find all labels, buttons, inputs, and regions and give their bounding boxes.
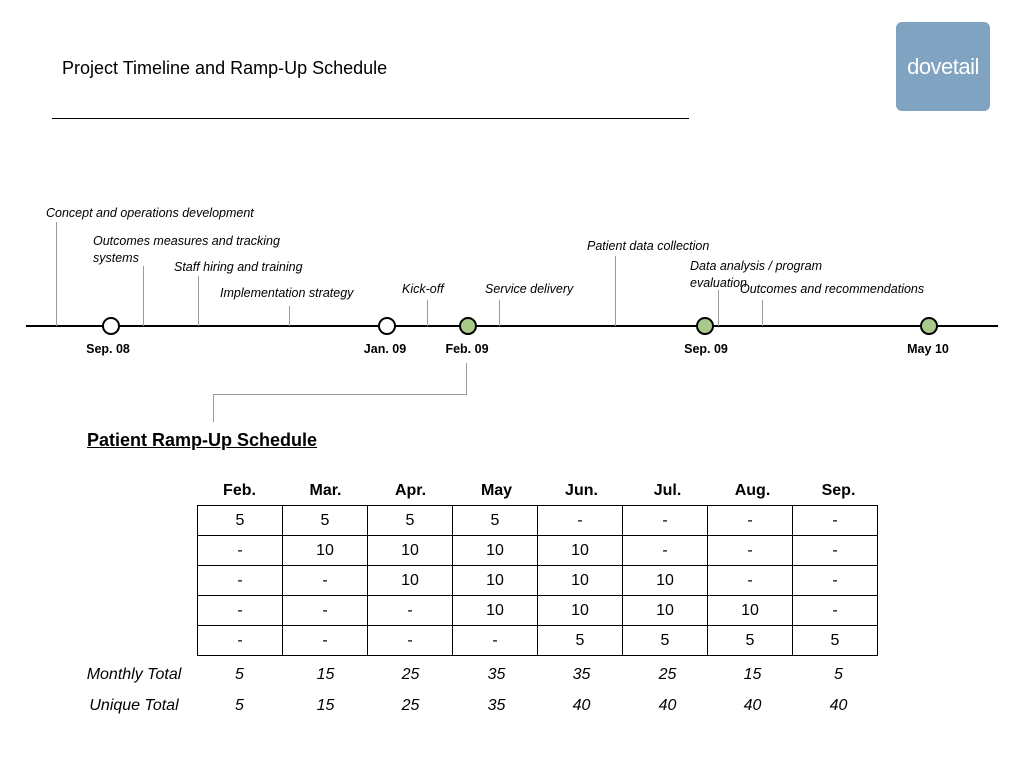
phase-label: Service delivery (485, 282, 574, 296)
table-cell: 5 (368, 506, 453, 536)
unique-total-value: 40 (572, 697, 591, 714)
monthly-total-label: Monthly Total (86, 666, 182, 683)
table-cell: - (793, 596, 878, 626)
unique-total-value: 5 (235, 697, 244, 714)
phase-label: Concept and operations development (46, 206, 254, 220)
table-cell: - (198, 596, 283, 626)
month-header: Feb. (223, 482, 256, 499)
phase-tick-patient-data (615, 256, 616, 326)
milestone-marker-jan09 (378, 317, 396, 335)
table-cell: - (538, 506, 623, 536)
schedule-title: Patient Ramp-Up Schedule (87, 430, 318, 450)
month-header: Mar. (309, 482, 342, 499)
table-cell: 10 (368, 536, 453, 566)
unique-total-value: 25 (401, 697, 420, 714)
table-cell: - (793, 566, 878, 596)
unique-total-value: 35 (487, 697, 506, 714)
schedule-connector (213, 363, 467, 395)
phase-tick-staff-hiring (198, 276, 199, 326)
unique-total-value: 40 (829, 697, 848, 714)
title-divider (52, 118, 689, 119)
month-header: Jun. (565, 482, 598, 499)
phase-label: Data analysis / program evaluation (690, 259, 823, 290)
table-cell: 10 (283, 536, 368, 566)
milestone-marker-sep09 (696, 317, 714, 335)
month-header: Apr. (394, 482, 427, 499)
phase-tick-outcomes-recs (762, 300, 763, 326)
unique-total-value: 15 (316, 697, 335, 714)
table-cell: - (623, 506, 708, 536)
date-label: Feb. 09 (445, 342, 489, 356)
monthly-total-value: 15 (743, 666, 762, 683)
table-cell: - (198, 566, 283, 596)
dovetail-logo: dovetail (896, 22, 990, 111)
phase-tick-service-delivery (499, 300, 500, 326)
phase-tick-outcomes-measures (143, 266, 144, 326)
monthly-total-value: 25 (658, 666, 677, 683)
table-cell: 10 (708, 596, 793, 626)
unique-total-value: 40 (743, 697, 762, 714)
milestone-marker-may10 (920, 317, 938, 335)
phase-tick-implementation (289, 306, 290, 326)
monthly-total-value: 35 (572, 666, 591, 683)
table-cell: 10 (538, 536, 623, 566)
phase-label: Outcomes and recommendations (740, 282, 925, 296)
table-cell: - (793, 506, 878, 536)
table-cell: - (453, 626, 538, 656)
table-cell: 10 (453, 596, 538, 626)
table-cell: - (283, 596, 368, 626)
table-cell: 5 (708, 626, 793, 656)
monthly-total-value: 15 (316, 666, 335, 683)
month-header: Aug. (734, 482, 771, 499)
date-label: Sep. 09 (684, 342, 728, 356)
table-cell: 5 (283, 506, 368, 536)
table-cell: 10 (453, 536, 538, 566)
milestone-marker-sep08 (102, 317, 120, 335)
date-label: Sep. 08 (86, 342, 130, 356)
unique-total-value: 40 (658, 697, 677, 714)
table-cell: - (368, 596, 453, 626)
month-header: Sep. (821, 482, 856, 499)
table-cell: 10 (368, 566, 453, 596)
monthly-total-value: 5 (834, 666, 843, 683)
phase-label: Patient data collection (587, 239, 710, 253)
date-label: May 10 (907, 342, 949, 356)
table-cell: 10 (538, 596, 623, 626)
table-row (198, 566, 878, 596)
table-cell: 5 (793, 626, 878, 656)
table-cell: - (708, 536, 793, 566)
phase-label: Staff hiring and training (174, 260, 303, 274)
table-cell: 10 (623, 566, 708, 596)
phase-label: Kick-off (402, 282, 444, 296)
table-cell: - (708, 506, 793, 536)
milestone-marker-feb09 (459, 317, 477, 335)
phase-label: Outcomes measures and tracking systems (93, 234, 280, 265)
phase-tick-data-analysis (718, 290, 719, 326)
table-cell: - (793, 536, 878, 566)
monthly-total-value: 25 (401, 666, 420, 683)
table-row (198, 536, 878, 566)
phase-tick-concept (56, 222, 57, 326)
table-cell: 5 (538, 626, 623, 656)
table-cell: - (198, 626, 283, 656)
table-cell: - (198, 536, 283, 566)
monthly-total-value: 5 (235, 666, 244, 683)
table-cell: - (623, 536, 708, 566)
table-cell: 10 (453, 566, 538, 596)
phase-label: Implementation strategy (220, 286, 354, 300)
month-header: May (480, 482, 513, 499)
monthly-total-value: 35 (487, 666, 506, 683)
unique-total-label: Unique Total (89, 697, 179, 714)
table-cell: - (283, 566, 368, 596)
table-cell: 5 (198, 506, 283, 536)
date-label: Jan. 09 (363, 342, 407, 356)
table-cell: 10 (623, 596, 708, 626)
table-row (198, 506, 878, 536)
table-cell: - (283, 626, 368, 656)
table-row (198, 596, 878, 626)
page-title: Project Timeline and Ramp-Up Schedule (62, 58, 388, 78)
table-cell: 5 (623, 626, 708, 656)
table-cell: 10 (538, 566, 623, 596)
schedule-connector-drop (213, 394, 214, 422)
month-header: Jul. (653, 482, 682, 499)
table-cell: - (368, 626, 453, 656)
ramp-up-table (197, 505, 878, 656)
phase-tick-kickoff (427, 300, 428, 326)
table-cell: - (708, 566, 793, 596)
table-cell: 5 (453, 506, 538, 536)
table-row (198, 626, 878, 656)
timeline-axis (26, 325, 998, 327)
